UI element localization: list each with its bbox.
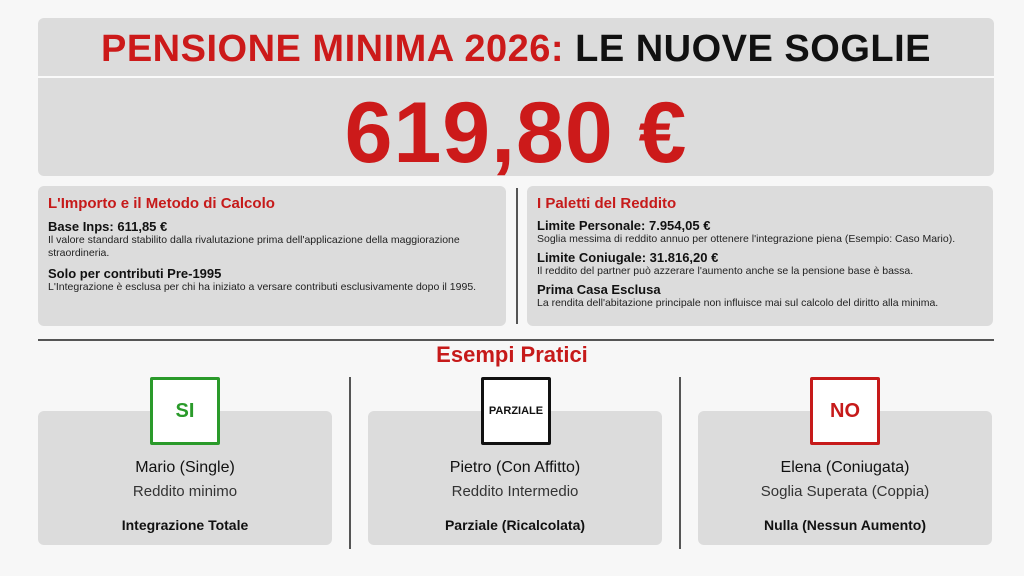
item-title: Solo per contributi Pre-1995 [48, 266, 222, 281]
first-home-item [537, 282, 983, 310]
income-heading: I Paletti del Reddito [537, 195, 677, 212]
examples-title: Esempi Pratici [436, 342, 588, 367]
amount-panel [38, 78, 994, 181]
badge-parziale: PARZIALE [481, 377, 551, 445]
card-name: Pietro (Con Affitto) [449, 459, 581, 476]
vertical-divider [516, 188, 518, 324]
card-result: Nulla (Nessun Aumento) [763, 517, 927, 533]
page-title [38, 28, 994, 71]
card-subtitle: Reddito Intermedio [451, 483, 579, 500]
item-desc: Il reddito del partner può azzerare l'aumento anche se la pensione base è bassa. [537, 265, 914, 277]
card-subtitle: Soglia Superata (Coppia) [760, 483, 930, 500]
calculation-heading: L'Importo e il Metodo di Calcolo [48, 195, 275, 212]
horizontal-divider [38, 339, 994, 341]
column-divider [679, 377, 681, 549]
item-desc: Soglia messima di reddito annuo per ottenere l'integrazione piena (Esempio: Caso Mario). [537, 233, 956, 245]
badge-no: NO [810, 377, 880, 445]
card-result: Integrazione Totale [121, 517, 249, 533]
card-name: Mario (Single) [135, 459, 235, 476]
column-divider [349, 377, 351, 549]
income-limits-panel [527, 186, 993, 326]
calculation-panel [38, 186, 506, 326]
item-desc: La rendita dell'abitazione principale non influisce mai sul calcolo del diritto alla minima. [537, 297, 939, 309]
pre-1995-item [48, 266, 496, 294]
title-panel [38, 18, 994, 76]
item-title: Prima Casa Esclusa [537, 282, 661, 297]
personal-limit-item [537, 218, 983, 246]
base-inps-item [48, 219, 496, 260]
item-title: Limite Coniugale: 31.816,20 € [537, 250, 719, 265]
card-subtitle: Reddito minimo [132, 483, 238, 500]
item-desc: L'Integrazione è esclusa per chi ha iniziato a versare contributi esclusivamente dopo il 1995. [48, 281, 477, 293]
item-title: Limite Personale: 7.954,05 € [537, 218, 711, 233]
item-desc: Il valore standard stabilito dalla rivalutazione prima dell'applicazione della maggiorazione straordineria. [48, 234, 460, 259]
item-title: Base Inps: 611,85 € [48, 219, 168, 234]
badge-si: SI [150, 377, 220, 445]
card-name: Elena (Coniugata) [780, 459, 910, 476]
title-black: LE NUOVE SOGLIE [575, 28, 932, 70]
spouse-limit-item [537, 250, 983, 278]
card-result: Parziale (Ricalcolata) [444, 517, 586, 533]
pension-amount: 619,80 € [344, 85, 688, 181]
title-red: PENSIONE MINIMA 2026: [100, 28, 565, 70]
